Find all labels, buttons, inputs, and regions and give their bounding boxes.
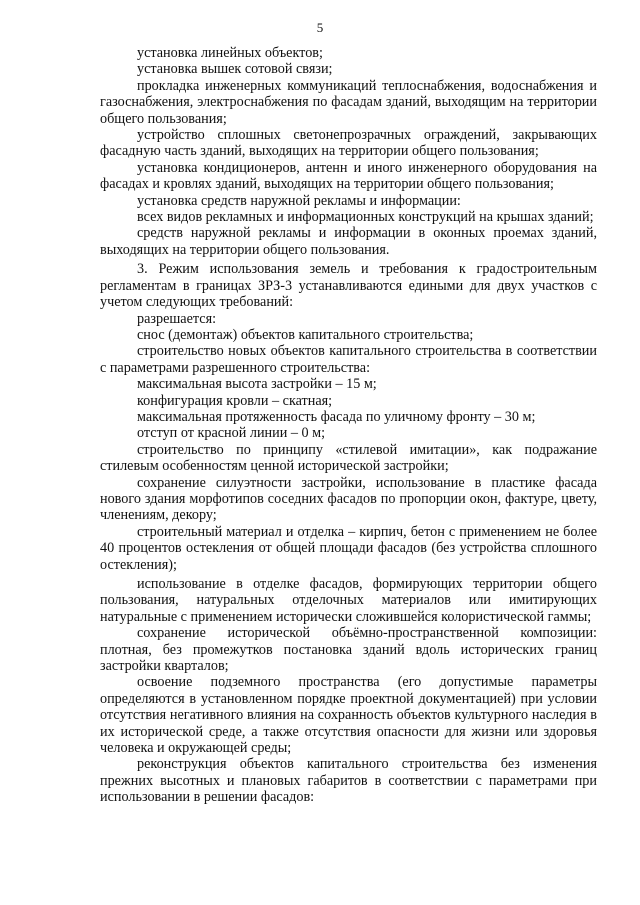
paragraph: строительство новых объектов капитального строительства в соответствии с параметрами разрешенного строительства: [100, 343, 597, 376]
paragraph: установка средств наружной рекламы и информации: [137, 192, 461, 209]
paragraph: прокладка инженерных коммуникаций теплоснабжения, водоснабжения и газоснабжения, электроснабжения по фасадам зданий, выходящим на территории общего пользования; [100, 77, 597, 127]
paragraph: конфигурация кровли – скатная; [137, 392, 333, 409]
page-number: 5 [316, 20, 324, 35]
paragraph: строительство по принципу «стилевой имитации», как подражание стилевым особенностям ценной исторической застройки; [100, 441, 597, 475]
paragraph: максимальная высота застройки – 15 м; [137, 376, 377, 393]
paragraph: установка кондиционеров, антенн и иного инженерного оборудования на фасадах и кровлях зданий, выходящих на территории общего пользования; [100, 159, 597, 193]
paragraph: всех видов рекламных и информационных конструкций на крышах зданий; [137, 209, 594, 226]
paragraph: средств наружной рекламы и информации в оконных проемах зданий, выходящих на территории общего пользования. [100, 225, 597, 258]
paragraph: максимальная протяженность фасада по уличному фронту – 30 м; [137, 408, 536, 425]
paragraph: установка линейных объектов; [137, 45, 323, 61]
paragraph: освоение подземного пространства (его допустимые параметры определяются в установленном порядке проектной документацией) при условии отсутствия негативного влияния на сохранность объектов культурного наследия в их исторической среде, а также отсутствия опасности для жизни или здоровья человека и окружающей среды; [100, 674, 597, 757]
document-body [100, 45, 597, 806]
paragraph: строительный материал и отделка – кирпич, бетон с применением не более 40 процентов остекления от общей площади фасадов (без устройства сплошного остекления); [100, 523, 597, 573]
paragraph: устройство сплошных светонепрозрачных ограждений, закрывающих фасадную часть зданий, выходящих на территории общего пользования; [100, 127, 597, 160]
paragraph: разрешается: [137, 310, 217, 327]
paragraph: снос (демонтаж) объектов капитального строительства; [137, 326, 474, 343]
paragraph: отступ от красной линии – 0 м; [137, 425, 326, 442]
paragraph: 3. Режим использования земель и требования к градостроительным регламентам в границах ЗРЗ-3 устанавливаются едиными для двух участков с учетом следующих требований: [100, 261, 597, 311]
paragraph: использование в отделке фасадов, формирующих территории общего пользования, натуральных отделочных материалов или имитирующих натуральные с применением исторически сложившейся колористической гаммы; [100, 576, 597, 625]
paragraph: сохранение силуэтности застройки, использование в пластике фасада нового здания морфотипов соседних фасадов по пропорции окон, фактуре, цвету, членениям, декору; [100, 474, 597, 524]
paragraph: установка вышек сотовой связи; [137, 61, 333, 78]
paragraph: сохранение исторической объёмно-пространственной композиции: плотная, без промежутков постановка зданий вдоль исторических границ застройки кварталов; [100, 625, 597, 675]
paragraph: реконструкция объектов капитального строительства без изменения прежних высотных и плановых габаритов в соответствии с параметрами при использовании в решении фасадов: [100, 756, 597, 806]
